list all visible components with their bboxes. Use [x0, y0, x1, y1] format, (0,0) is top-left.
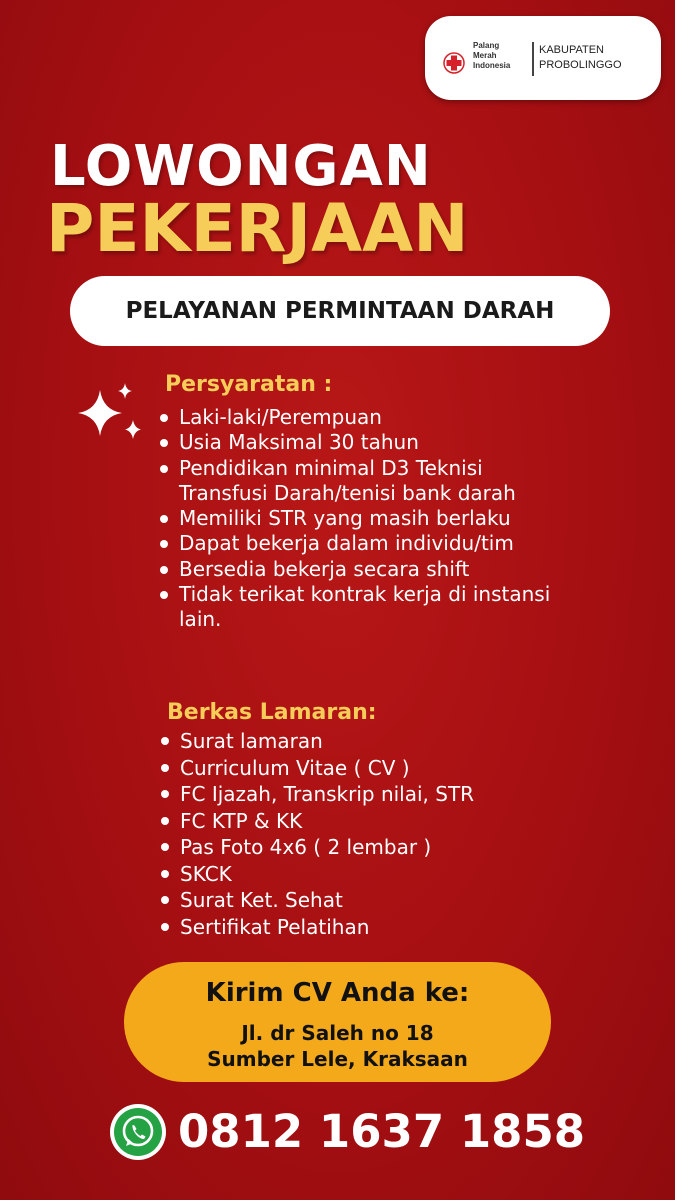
address-line-1: Jl. dr Saleh no 18 [241, 1021, 434, 1045]
logo-divider [532, 42, 534, 76]
subtitle-pill [70, 276, 610, 346]
title-line-1: LOWONGAN [50, 134, 432, 199]
list-item: Pas Foto 4x6 ( 2 lembar ) [158, 834, 578, 861]
requirements-heading: Persyaratan : [165, 372, 333, 397]
list-item: Surat Ket. Sehat [158, 887, 578, 914]
send-cv-title: Kirim CV Anda ke: [205, 978, 470, 1008]
requirements-list [157, 405, 577, 633]
pmi-cross-icon [443, 52, 465, 74]
pmi-org-line-3: Indonesia [473, 61, 511, 70]
list-item: Curriculum Vitae ( CV ) [158, 755, 578, 782]
pmi-region-line-1: KABUPATEN [539, 44, 604, 56]
list-item: Dapat bekerja dalam individu/tim [157, 531, 577, 556]
list-item: FC Ijazah, Transkrip nilai, STR [158, 781, 578, 808]
list-item: Usia Maksimal 30 tahun [157, 430, 577, 455]
address-line-2: Sumber Lele, Kraksaan [207, 1047, 468, 1071]
subtitle-text: PELAYANAN PERMINTAAN DARAH [125, 298, 555, 324]
list-item: Bersedia bekerja secara shift [157, 557, 577, 582]
list-item: Pendidikan minimal D3 Teknisi Transfusi Darah/tenisi bank darah [157, 456, 577, 507]
list-item: SKCK [158, 861, 578, 888]
pmi-org-line-2: Merah [473, 51, 497, 60]
pmi-logo-card [425, 16, 661, 100]
pmi-region-line-2: PROBOLINGGO [539, 59, 622, 71]
sparkle-icon [70, 380, 160, 450]
phone-number: 0812 1637 1858 [178, 1105, 586, 1158]
documents-heading: Berkas Lamaran: [167, 700, 377, 725]
list-item: Memiliki STR yang masih berlaku [157, 506, 577, 531]
send-cv-banner [124, 962, 551, 1082]
list-item: FC KTP & KK [158, 808, 578, 835]
address [124, 1020, 551, 1072]
list-item: Sertifikat Pelatihan [158, 914, 578, 941]
whatsapp-icon [109, 1103, 167, 1161]
list-item: Laki-laki/Perempuan [157, 405, 577, 430]
list-item: Tidak terikat kontrak kerja di instansi lain. [157, 582, 577, 633]
title-line-2: PEKERJAAN [46, 190, 469, 267]
documents-list [158, 728, 578, 940]
pmi-region-name [539, 43, 659, 73]
pmi-org-line-1: Palang [473, 41, 500, 50]
list-item: Surat lamaran [158, 728, 578, 755]
